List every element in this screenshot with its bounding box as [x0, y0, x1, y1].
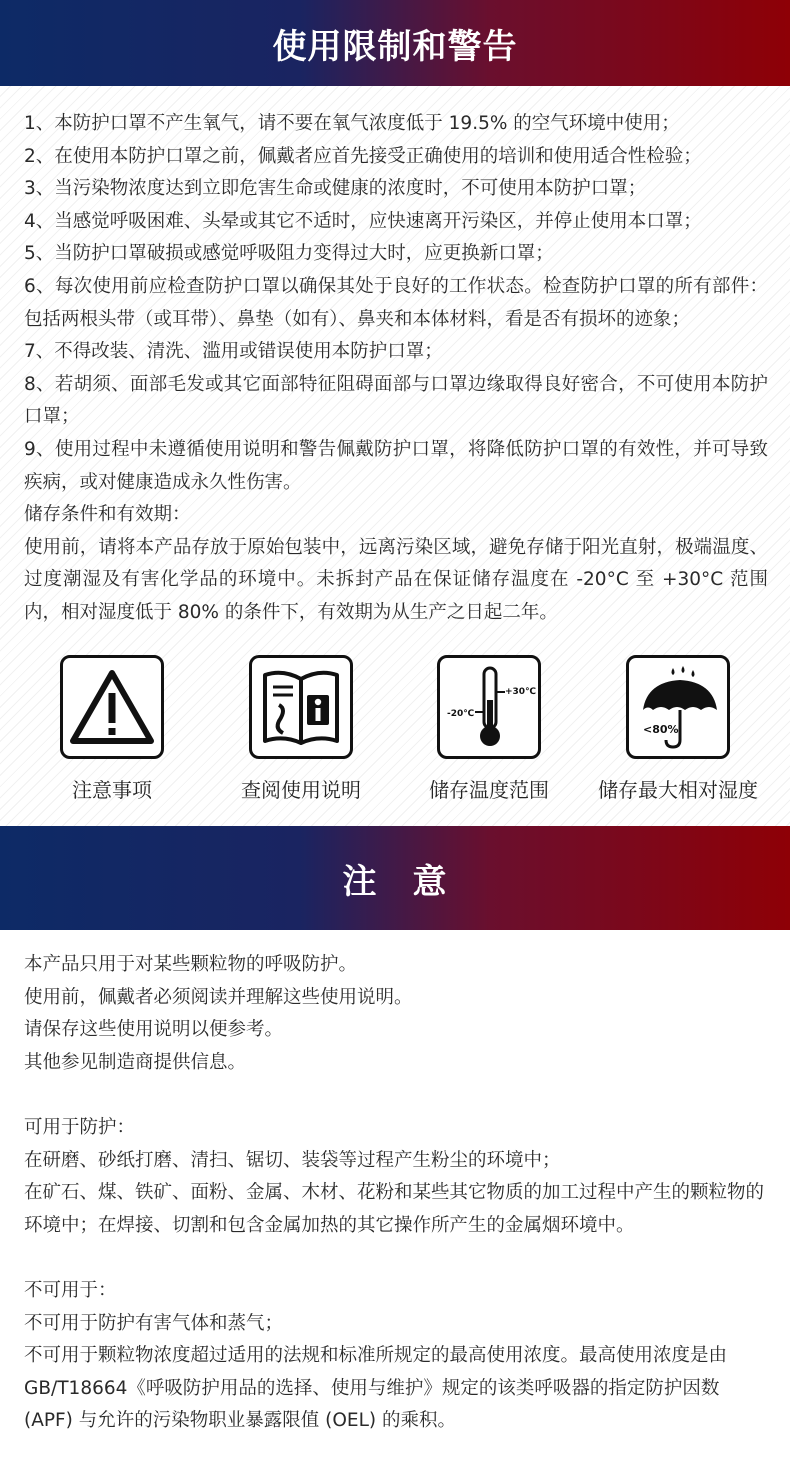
notice-line: 使用前，佩戴者必须阅读并理解这些使用说明。	[24, 986, 413, 1008]
icon-item-manual	[211, 650, 391, 803]
warning-title: 使用限制和警告	[272, 26, 518, 67]
notice-line: 请保存这些使用说明以便参考。	[24, 1019, 284, 1041]
use-heading: 可用于防护：	[24, 1116, 136, 1138]
notice-title: 注 意	[342, 861, 448, 902]
warning-item: 3、当污染物浓度达到立即危害生命或健康的浓度时，不可使用本防护口罩；	[24, 178, 647, 200]
icon-item-precautions	[22, 650, 202, 803]
manual-info-icon	[249, 655, 353, 759]
icon-label: 查阅使用说明	[241, 778, 361, 802]
icon-label: 储存最大相对湿度	[598, 778, 758, 802]
warning-item: 2、在使用本防护口罩之前，佩戴者应首先接受正确使用的培训和使用适合性检验；	[24, 145, 702, 167]
warning-item: 9、使用过程中未遵循使用说明和警告佩戴防护口罩，将降低防护口罩的有效性，并可导致疾病，或对健康造成永久性伤害。	[24, 438, 768, 493]
thermometer-icon	[437, 655, 541, 759]
warning-item: 6、每次使用前应检查防护口罩以确保其处于良好的工作状态。检查防护口罩的所有部件：包括两根头带（或耳带）、鼻垫（如有）、鼻夹和本体材料，看是否有损坏的迹象；	[24, 275, 768, 330]
icon-label: 注意事项	[72, 778, 152, 802]
storage-text: 使用前，请将本产品存放于原始包装中，远离污染区域，避免存储于阳光直射，极端温度、过度潮湿及有害化学品的环境中。未拆封产品在保证储存温度在 -20°C 至 +30°C 范围内，相对湿度低于 80% 的条件下，有效期为从生产之日起二年。	[24, 536, 768, 623]
temp-high-label: +30℃	[505, 687, 536, 697]
warning-triangle-icon	[60, 655, 164, 759]
warning-item: 5、当防护口罩破损或感觉呼吸阻力变得过大时，应更换新口罩；	[24, 243, 554, 265]
nouse-item: 不可用于颗粒物浓度超过适用的法规和标准所规定的最高使用浓度。最高使用浓度是由 GB/T18664《呼吸防护用品的选择、使用与维护》规定的该类呼吸器的指定防护因数 (APF) 与允许的污染物职业暴露限值 (OEL) 的乘积。	[24, 1345, 728, 1432]
nouse-heading: 不可用于：	[24, 1279, 117, 1301]
warning-item: 4、当感觉呼吸困难、头晕或其它不适时，应快速离开污染区，并停止使用本口罩；	[24, 210, 702, 232]
icon-item-humidity	[588, 650, 768, 803]
notice-line: 其他参见制造商提供信息。	[24, 1051, 247, 1073]
warning-banner	[0, 0, 790, 86]
icon-item-temperature	[399, 650, 579, 803]
warning-item: 1、本防护口罩不产生氧气，请不要在氧气浓度低于 19.5% 的空气环境中使用；	[24, 113, 680, 134]
storage-heading: 储存条件和有效期：	[24, 504, 191, 526]
umbrella-humidity-icon	[626, 655, 730, 759]
temp-low-label: -20℃	[447, 709, 475, 719]
nouse-item: 不可用于防护有害气体和蒸气；	[24, 1312, 284, 1334]
notice-banner	[0, 826, 790, 930]
warning-item: 7、不得改装、清洗、滥用或错误使用本防护口罩；	[24, 341, 443, 363]
warning-list	[24, 108, 768, 630]
use-item: 在研磨、砂纸打磨、清扫、锯切、装袋等过程产生粉尘的环境中；	[24, 1149, 561, 1171]
use-item: 在矿石、煤、铁矿、面粉、金属、木材、花粉和某些其它物质的加工过程中产生的颗粒物的环境中；在焊接、切割和包含金属加热的其它操作所产生的金属烟环境中。	[24, 1182, 765, 1236]
warning-item: 8、若胡须、面部毛发或其它面部特征阻碍面部与口罩边缘取得良好密合，不可使用本防护口罩；	[24, 373, 768, 428]
notice-line: 本产品只用于对某些颗粒物的呼吸防护。	[24, 954, 358, 975]
humidity-value-label: <80%	[643, 723, 679, 736]
icon-row	[0, 650, 790, 810]
notice-text	[24, 949, 770, 1438]
icon-label: 储存温度范围	[429, 778, 549, 802]
